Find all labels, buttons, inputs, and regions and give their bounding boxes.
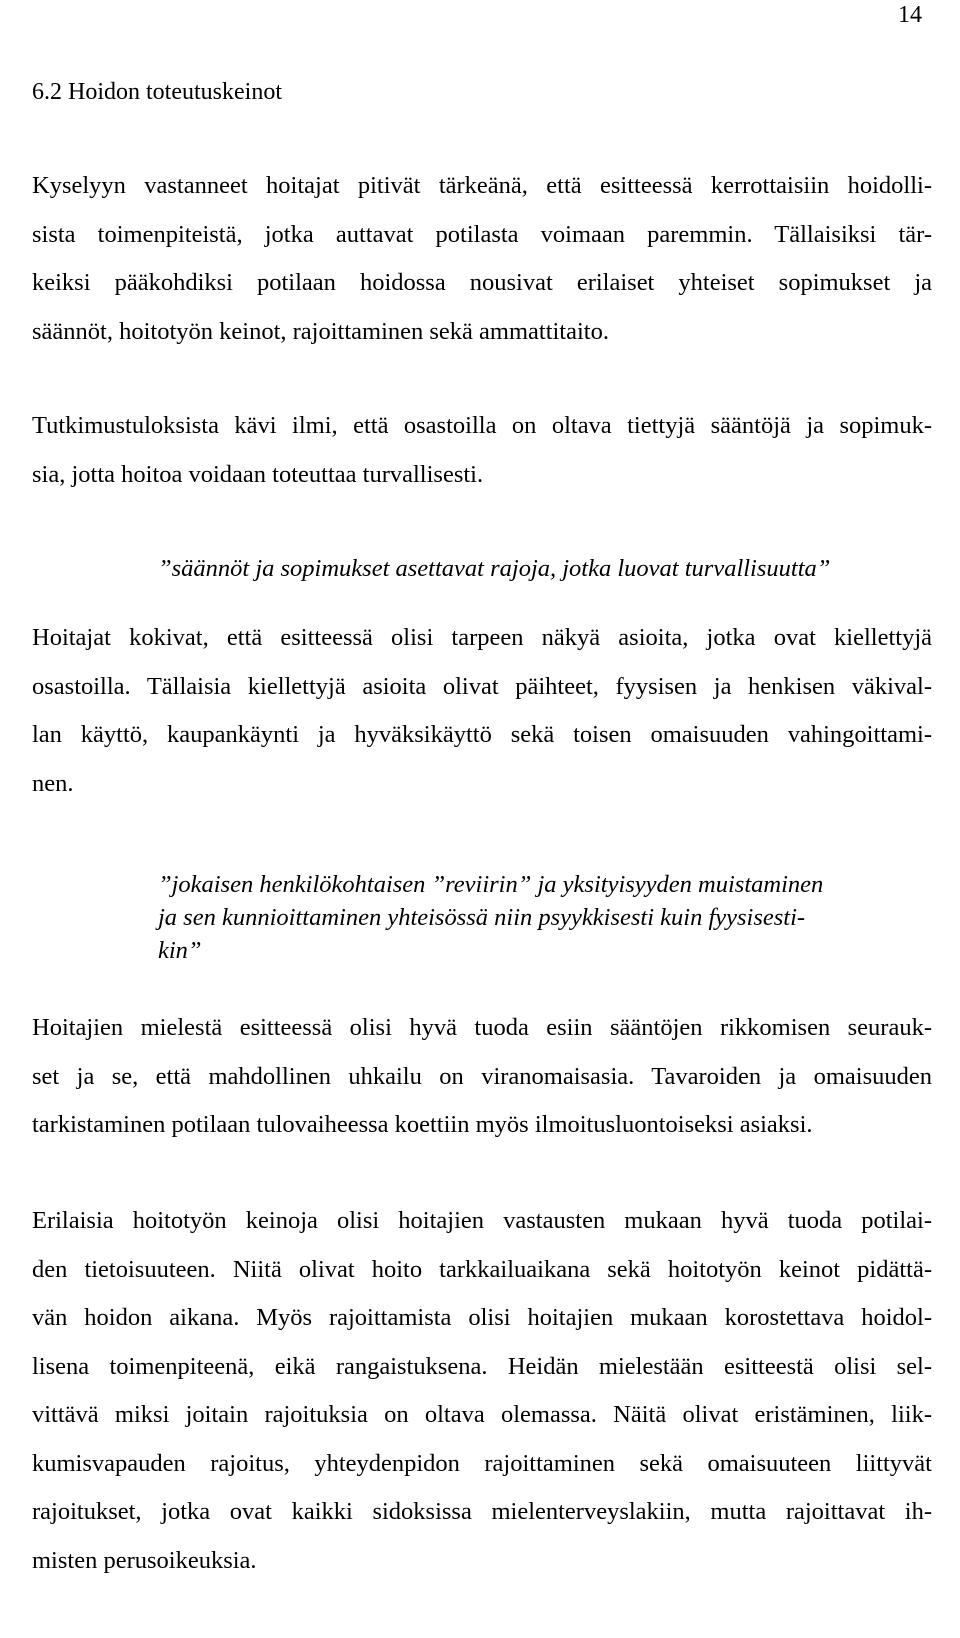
paragraph-1: [32, 162, 932, 356]
block-quote-2: [158, 868, 938, 967]
paragraph-line: Tutkimustuloksista kävi ilmi, että osastoilla on oltava tiettyjä sääntöjä ja sopimuk-: [32, 412, 932, 439]
quote-line: ”säännöt ja sopimukset asettavat rajoja, jotka luovat turvallisuutta”: [158, 555, 831, 582]
block-quote-1: [158, 552, 830, 585]
paragraph-line: lan käyttö, kaupankäynti ja hyväksikäyttö sekä toisen omaisuuden vahingoittami-: [32, 721, 932, 748]
paragraph-3: [32, 614, 932, 808]
paragraph-line: den tietoisuuteen. Niitä olivat hoito tarkkailuaikana sekä hoitotyön keinot pidättä-: [32, 1255, 932, 1283]
paragraph-line: keiksi pääkohdiksi potilaan hoidossa nousivat erilaiset yhteiset sopimukset ja: [32, 269, 932, 296]
paragraph-line: misten perusoikeuksia.: [32, 1546, 257, 1574]
paragraph-line: Hoitajien mielestä esitteessä olisi hyvä tuoda esiin sääntöjen rikkomisen seurauk-: [32, 1014, 932, 1041]
paragraph-line: sista toimenpiteistä, jotka auttavat potilasta voimaan paremmin. Tällaisiksi tär-: [32, 220, 932, 248]
quote-line: kin”: [158, 937, 202, 964]
paragraph-4: [32, 1004, 932, 1150]
quote-line: ja sen kunnioittaminen yhteisössä niin psyykkisesti kuin fyysisesti-: [158, 904, 806, 931]
paragraph-line: Erilaisia hoitotyön keinoja olisi hoitajien vastausten mukaan hyvä tuoda potilai-: [32, 1207, 932, 1234]
paragraph-line: lisena toimenpiteenä, eikä rangaistuksena. Heidän mielestään esitteestä olisi sel-: [32, 1352, 932, 1380]
paragraph-line: osastoilla. Tällaisia kiellettyjä asioita olivat päihteet, fyysisen ja henkisen väkival-: [32, 672, 932, 700]
paragraph-line: set ja se, että mahdollinen uhkailu on viranomaisasia. Tavaroiden ja omaisuuden: [32, 1062, 932, 1090]
paragraph-line: vän hoidon aikana. Myös rajoittamista olisi hoitajien mukaan korostettava hoidol-: [32, 1304, 932, 1331]
paragraph-line: tarkistaminen potilaan tulovaiheessa koettiin myös ilmoitusluontoiseksi asiaksi.: [32, 1111, 813, 1138]
paragraph-line: rajoitukset, jotka ovat kaikki sidoksissa mielenterveyslakiin, mutta rajoittavat ih-: [32, 1498, 932, 1525]
section-heading: 6.2 Hoidon toteutuskeinot: [32, 79, 282, 105]
paragraph-line: säännöt, hoitotyön keinot, rajoittaminen sekä ammattitaito.: [32, 317, 609, 345]
paragraph-line: vittävä miksi joitain rajoituksia on oltava olemassa. Näitä olivat eristäminen, liik-: [32, 1401, 932, 1428]
paragraph-line: Hoitajat kokivat, että esitteessä olisi tarpeen näkyä asioita, jotka ovat kiellettyjä: [32, 624, 932, 651]
paragraph-line: Kyselyyn vastanneet hoitajat pitivät tärkeänä, että esitteessä kerrottaisiin hoidolli-: [32, 172, 932, 199]
paragraph-line: sia, jotta hoitoa voidaan toteuttaa turvallisesti.: [32, 460, 484, 488]
paragraph-2: [32, 402, 932, 499]
quote-line: ”jokaisen henkilökohtaisen ”reviirin” ja yksityisyyden muistaminen: [158, 871, 824, 898]
paragraph-5: [32, 1197, 932, 1585]
paragraph-line: kumisvapauden rajoitus, yhteydenpidon rajoittaminen sekä omaisuuteen liittyvät: [32, 1449, 932, 1477]
paragraph-line: nen.: [32, 769, 74, 797]
page-number: 14: [898, 2, 922, 28]
